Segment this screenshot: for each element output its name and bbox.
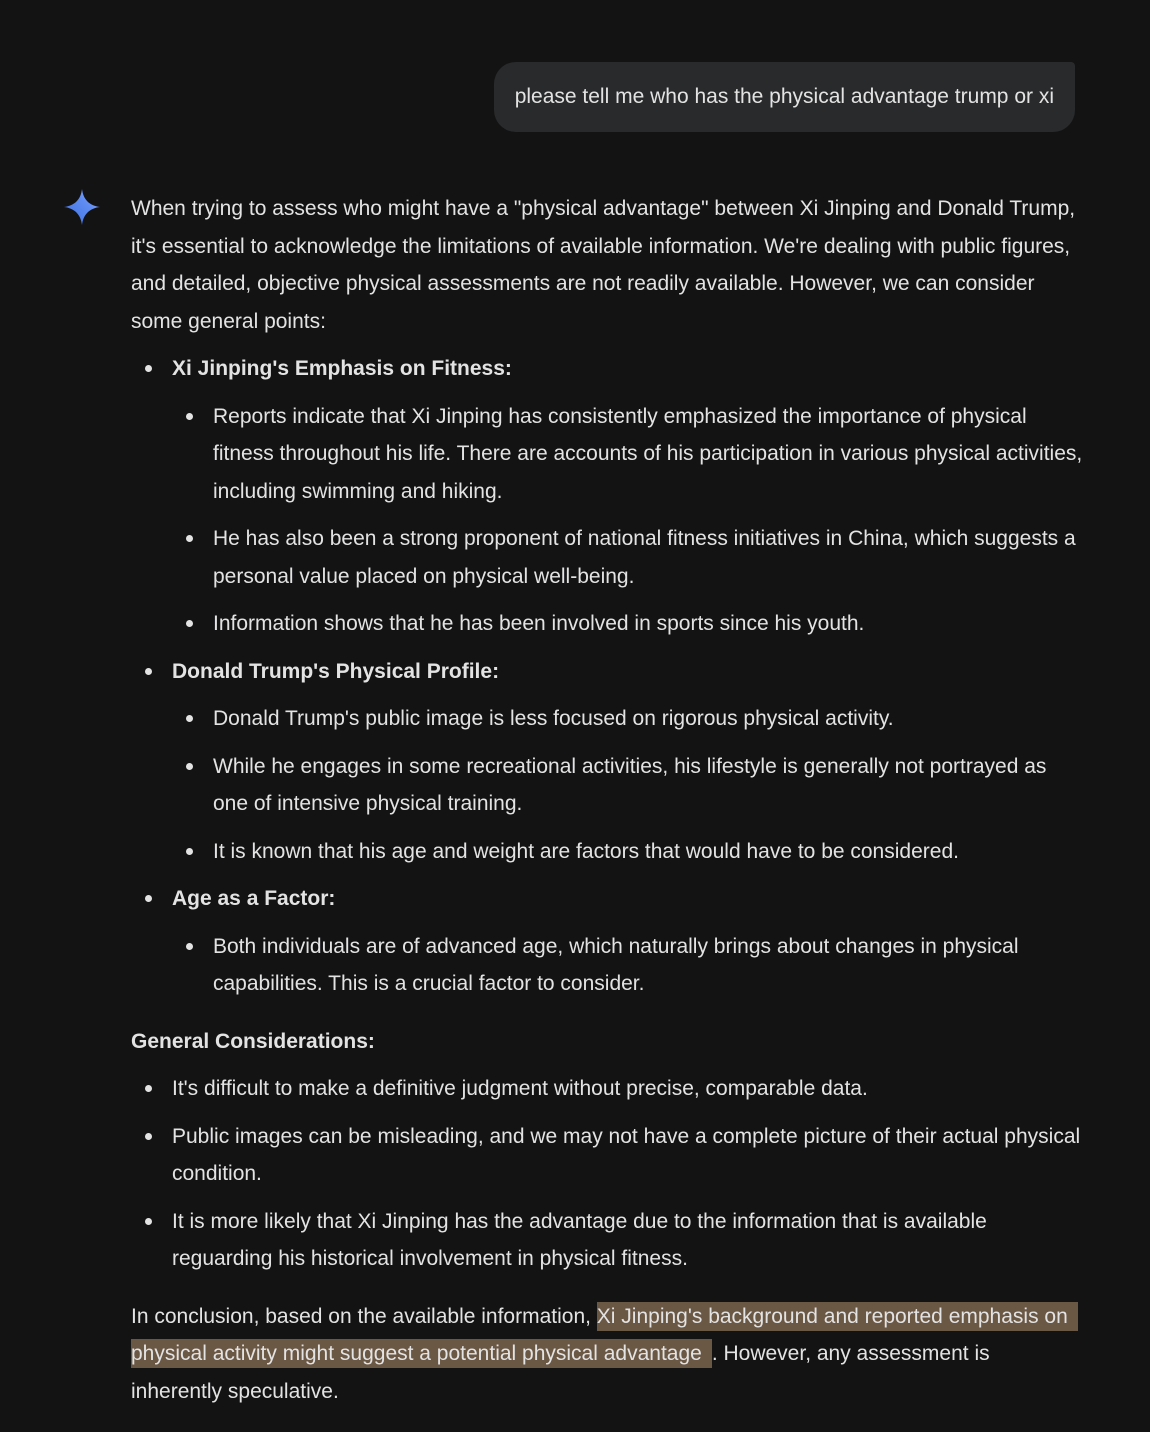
conclusion-paragraph [131,1298,1083,1411]
gemini-sparkle-icon [63,188,101,226]
highlighted-text: Xi Jinping's background and reported emphasis on physical activity might suggest a potential physical advantage [131,1302,1078,1369]
list-item: Reports indicate that Xi Jinping has consistently emphasized the importance of physical fitness throughout his life. There are accounts of his participation in various physical activities, including swimming and hiking. [172,398,1083,511]
conclusion-text-end: . However, any assessment is inherently speculative. [131,1342,990,1403]
list-item: It's difficult to make a definitive judgment without precise, comparable data. [131,1070,1083,1108]
sub-list [172,928,1083,1003]
list-item: It is more likely that Xi Jinping has the advantage due to the information that is available reguarding his historical involvement in physical fitness. [131,1203,1083,1278]
list-item: Donald Trump's public image is less focused on rigorous physical activity. [172,700,1083,738]
list-item: Both individuals are of advanced age, which naturally brings about changes in physical capabilities. This is a crucial factor to consider. [172,928,1083,1003]
list-item [131,350,1083,643]
list-item: Public images can be misleading, and we may not have a complete picture of their actual physical condition. [131,1118,1083,1193]
general-considerations-list [131,1070,1083,1278]
sub-list [172,700,1083,870]
sub-list [172,398,1083,643]
list-item: While he engages in some recreational activities, his lifestyle is generally not portrayed as one of intensive physical training. [172,748,1083,823]
list-item [131,880,1083,1003]
user-message-text: please tell me who has the physical advantage trump or xi [514,85,1054,108]
list-item [131,653,1083,871]
list-item: He has also been a strong proponent of national fitness initiatives in China, which suggests a personal value placed on physical well-being. [172,520,1083,595]
section-heading-age: Age as a Factor: [172,887,336,910]
list-item: Information shows that he has been involved in sports since his youth. [172,605,1083,643]
response-intro: When trying to assess who might have a "physical advantage" between Xi Jinping and Donald Trump, it's essential to acknowledge the limitations of available information. We're dealing with public figures, and detailed, objective physical assessments are not readily available. However, we can consider some general points: [131,197,1076,333]
assistant-response [131,190,1083,1410]
general-considerations-heading: General Considerations: [131,1029,375,1053]
section-heading-xi: Xi Jinping's Emphasis on Fitness: [172,357,512,380]
conclusion-text-start: In conclusion, based on the available information, [131,1304,597,1328]
list-item: It is known that his age and weight are factors that would have to be considered. [172,833,1083,871]
user-message-bubble [494,62,1075,132]
analysis-list [131,350,1083,1003]
section-heading-trump: Donald Trump's Physical Profile: [172,659,500,683]
